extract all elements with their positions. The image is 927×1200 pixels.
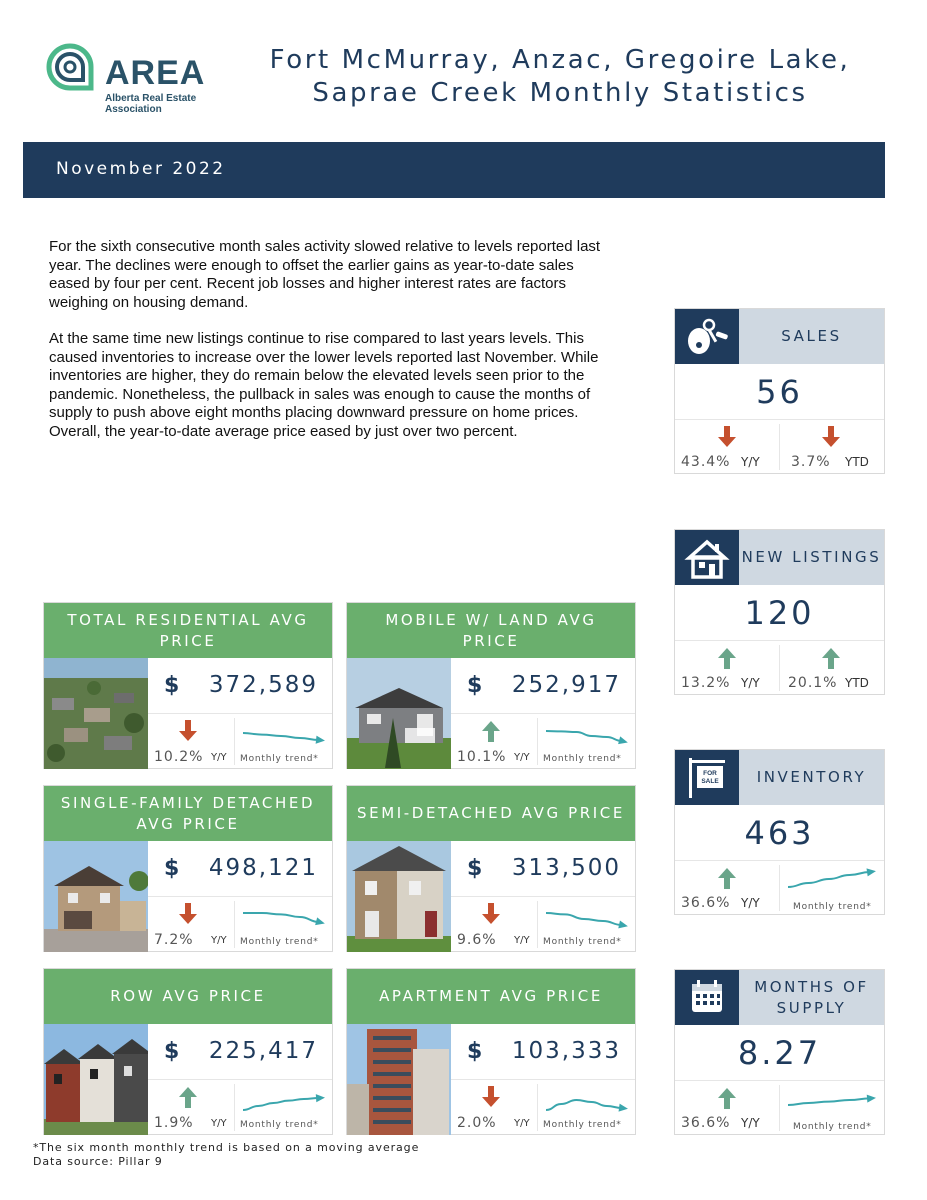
months-supply-value: 8.27	[675, 1025, 884, 1081]
trend-label: Monthly trend*	[543, 754, 622, 764]
new-listings-icon-box	[675, 530, 739, 585]
data-source: Data source: Pillar 9	[33, 1155, 163, 1168]
yy-change: 1.9%	[154, 1115, 194, 1131]
arrow-up-icon	[178, 1086, 198, 1108]
logo-mark-icon	[45, 42, 103, 92]
trend-path	[243, 1098, 319, 1110]
change-row	[148, 897, 332, 952]
for-sale-sign-icon	[675, 750, 739, 805]
trend-label: Monthly trend*	[240, 1120, 319, 1130]
trend-label: Monthly trend*	[793, 902, 872, 912]
svg-text:FOR: FOR	[703, 770, 717, 777]
row-card	[43, 968, 333, 1135]
yy-label: Y/Y	[211, 752, 227, 763]
card-title: MONTHS OF SUPPLY	[739, 970, 884, 1025]
currency-symbol: $	[467, 1039, 483, 1064]
currency-symbol: $	[164, 673, 180, 698]
trend-footnote: *The six month monthly trend is based on a moving average	[33, 1141, 420, 1154]
sales-value: 56	[675, 364, 884, 420]
avg-price: 498,121	[208, 855, 318, 881]
trend-label: Monthly trend*	[543, 1120, 622, 1130]
change-row	[675, 861, 884, 915]
divider	[234, 1084, 235, 1131]
logo-wordmark: AREA	[105, 54, 206, 92]
arrow-down-icon	[481, 1086, 501, 1108]
card-title: MOBILE W/ LAND AVG PRICE	[347, 603, 635, 658]
change-row	[148, 1080, 332, 1135]
apartment-tower-photo	[347, 1024, 451, 1135]
arrow-up-icon	[717, 1087, 737, 1109]
avg-price: 252,917	[511, 672, 621, 698]
period-label: November 2022	[56, 159, 226, 179]
currency-symbol: $	[467, 856, 483, 881]
semi-detached-card	[346, 785, 636, 952]
detached-house-photo	[44, 841, 148, 952]
divider	[537, 1084, 538, 1131]
yy-change: 10.2%	[154, 749, 204, 765]
currency-symbol: $	[164, 856, 180, 881]
price-value-box	[451, 841, 635, 897]
trend-arrowhead	[618, 920, 628, 928]
avg-price: 372,589	[208, 672, 318, 698]
apartment-card	[346, 968, 636, 1135]
ytd-label: YTD	[845, 676, 869, 690]
arrow-down-icon	[481, 903, 501, 925]
trend-arrowhead	[867, 868, 876, 876]
change-row	[451, 714, 635, 769]
trend-arrowhead	[619, 1104, 628, 1112]
new-listings-card	[674, 529, 885, 695]
change-row	[451, 897, 635, 952]
price-value-box	[451, 1024, 635, 1080]
trend-arrowhead	[316, 736, 325, 744]
arrow-down-icon	[178, 720, 198, 742]
arrow-up-icon	[717, 647, 737, 669]
card-title: SINGLE-FAMILY DETACHED AVG PRICE	[44, 786, 332, 841]
yy-label: Y/Y	[514, 935, 530, 946]
trend-label: Monthly trend*	[240, 754, 319, 764]
page-title: Fort McMurray, Anzac, Gregoire Lake, Saprae Creek Monthly Statistics	[269, 45, 851, 108]
inventory-value: 463	[675, 805, 884, 861]
change-row	[675, 641, 884, 695]
footnote	[33, 1141, 419, 1169]
monthly-trend-line	[785, 1087, 879, 1113]
yy-change: 13.2%	[681, 675, 731, 691]
semi-detached-photo	[347, 841, 451, 952]
intro-paragraph-2: At the same time new listings continue to rise compared to last years levels. This caused inventories to increase over the lower levels reported last November. While inventories are higher, they do remain below the elevated levels seen prior to the pandemic. Nonetheless, the pullback in sales was enough to cause the months of supply to push above eight months placing downward pressure on home prices. Overall, the year-to-date average price eased by just over two percent.	[49, 330, 599, 440]
row-housing-photo	[44, 1024, 148, 1135]
card-title: SEMI-DETACHED AVG PRICE	[347, 786, 635, 841]
avg-price: 103,333	[511, 1038, 621, 1064]
price-value-box	[148, 658, 332, 714]
total-residential-card	[43, 602, 333, 769]
card-title: INVENTORY	[739, 750, 884, 805]
trend-arrowhead	[618, 736, 628, 744]
trend-label: Monthly trend*	[793, 1122, 872, 1132]
yy-change: 10.1%	[457, 749, 507, 765]
yy-label: Y/Y	[741, 896, 760, 910]
card-title: ROW AVG PRICE	[44, 969, 332, 1024]
price-value-box	[148, 841, 332, 897]
change-row	[675, 420, 884, 474]
months-of-supply-card	[674, 969, 885, 1135]
card-title: APARTMENT AVG PRICE	[347, 969, 635, 1024]
trend-path	[243, 913, 319, 922]
yy-change: 9.6%	[457, 932, 497, 948]
trend-label: Monthly trend*	[543, 937, 622, 947]
divider	[234, 718, 235, 765]
arrow-up-icon	[717, 867, 737, 889]
yy-label: Y/Y	[741, 1116, 760, 1130]
divider	[779, 1085, 780, 1131]
ytd-label: YTD	[845, 455, 869, 469]
card-title: TOTAL RESIDENTIAL AVG PRICE	[44, 603, 332, 658]
intro-text	[49, 238, 609, 459]
price-value-box	[451, 658, 635, 714]
monthly-trend-line	[543, 1090, 631, 1116]
avg-price: 313,500	[511, 855, 621, 881]
monthly-trend-line	[785, 867, 879, 893]
yy-label: Y/Y	[211, 1118, 227, 1129]
divider	[537, 718, 538, 765]
sales-card	[674, 308, 885, 474]
arrow-down-icon	[178, 903, 198, 925]
logo-subtitle-2: Association	[105, 104, 162, 115]
monthly-trend-line	[240, 1090, 328, 1116]
divider	[537, 901, 538, 948]
trend-path	[546, 731, 622, 741]
currency-symbol: $	[467, 673, 483, 698]
change-row	[451, 1080, 635, 1135]
change-row	[675, 1081, 884, 1135]
months-supply-icon-box	[675, 970, 739, 1025]
yy-label: Y/Y	[514, 1118, 530, 1129]
arrow-down-icon	[821, 426, 841, 448]
aerial-neighbourhood-photo	[44, 658, 148, 769]
period-banner	[23, 142, 885, 198]
card-title: NEW LISTINGS	[739, 530, 884, 585]
trend-path	[788, 1098, 870, 1105]
calendar-icon	[675, 970, 739, 1025]
yy-label: Y/Y	[211, 935, 227, 946]
monthly-trend-line	[240, 724, 328, 750]
sales-icon-box	[675, 309, 739, 364]
logo-subtitle-1: Alberta Real Estate	[105, 93, 197, 104]
yy-label: Y/Y	[514, 752, 530, 763]
yy-label: Y/Y	[741, 676, 760, 690]
mobile-home-photo	[347, 658, 451, 769]
trend-arrowhead	[315, 917, 325, 925]
trend-arrowhead	[316, 1094, 325, 1102]
avg-price: 225,417	[208, 1038, 318, 1064]
ytd-change: 20.1%	[788, 675, 838, 691]
card-title: SALES	[739, 309, 884, 364]
keys-icon	[675, 309, 739, 364]
inventory-icon-box	[675, 750, 739, 805]
arrow-down-icon	[717, 426, 737, 448]
arrow-up-icon	[821, 647, 841, 669]
area-logo	[45, 42, 205, 118]
yy-change: 36.6%	[681, 895, 731, 911]
divider	[779, 645, 780, 691]
trend-path	[546, 1100, 622, 1110]
new-listings-value: 120	[675, 585, 884, 641]
yy-label: Y/Y	[741, 455, 760, 469]
monthly-trend-line	[240, 907, 328, 933]
change-row	[148, 714, 332, 769]
yy-change: 36.6%	[681, 1115, 731, 1131]
ytd-change: 3.7%	[791, 454, 831, 470]
mobile-with-land-card	[346, 602, 636, 769]
monthly-trend-line	[543, 724, 631, 750]
monthly-trend-line	[543, 907, 631, 933]
yy-change: 7.2%	[154, 932, 194, 948]
single-family-card	[43, 785, 333, 952]
trend-label: Monthly trend*	[240, 937, 319, 947]
trend-path	[788, 872, 870, 887]
divider	[779, 865, 780, 911]
intro-paragraph-1: For the sixth consecutive month sales activity slowed relative to levels reported last year. The declines were enough to offset the earlier gains as year-to-date sales eased by four per cent. Recent job losses and higher interest rates are factors weighing on housing demand.	[49, 238, 601, 311]
house-icon	[675, 530, 739, 585]
yy-change: 2.0%	[457, 1115, 497, 1131]
yy-change: 43.4%	[681, 454, 731, 470]
trend-path	[243, 733, 319, 740]
svg-text:SALE: SALE	[701, 778, 719, 785]
currency-symbol: $	[164, 1039, 180, 1064]
price-value-box	[148, 1024, 332, 1080]
trend-path	[546, 913, 622, 925]
divider	[779, 424, 780, 470]
divider	[234, 901, 235, 948]
inventory-card	[674, 749, 885, 915]
arrow-up-icon	[481, 720, 501, 742]
trend-arrowhead	[867, 1095, 876, 1103]
